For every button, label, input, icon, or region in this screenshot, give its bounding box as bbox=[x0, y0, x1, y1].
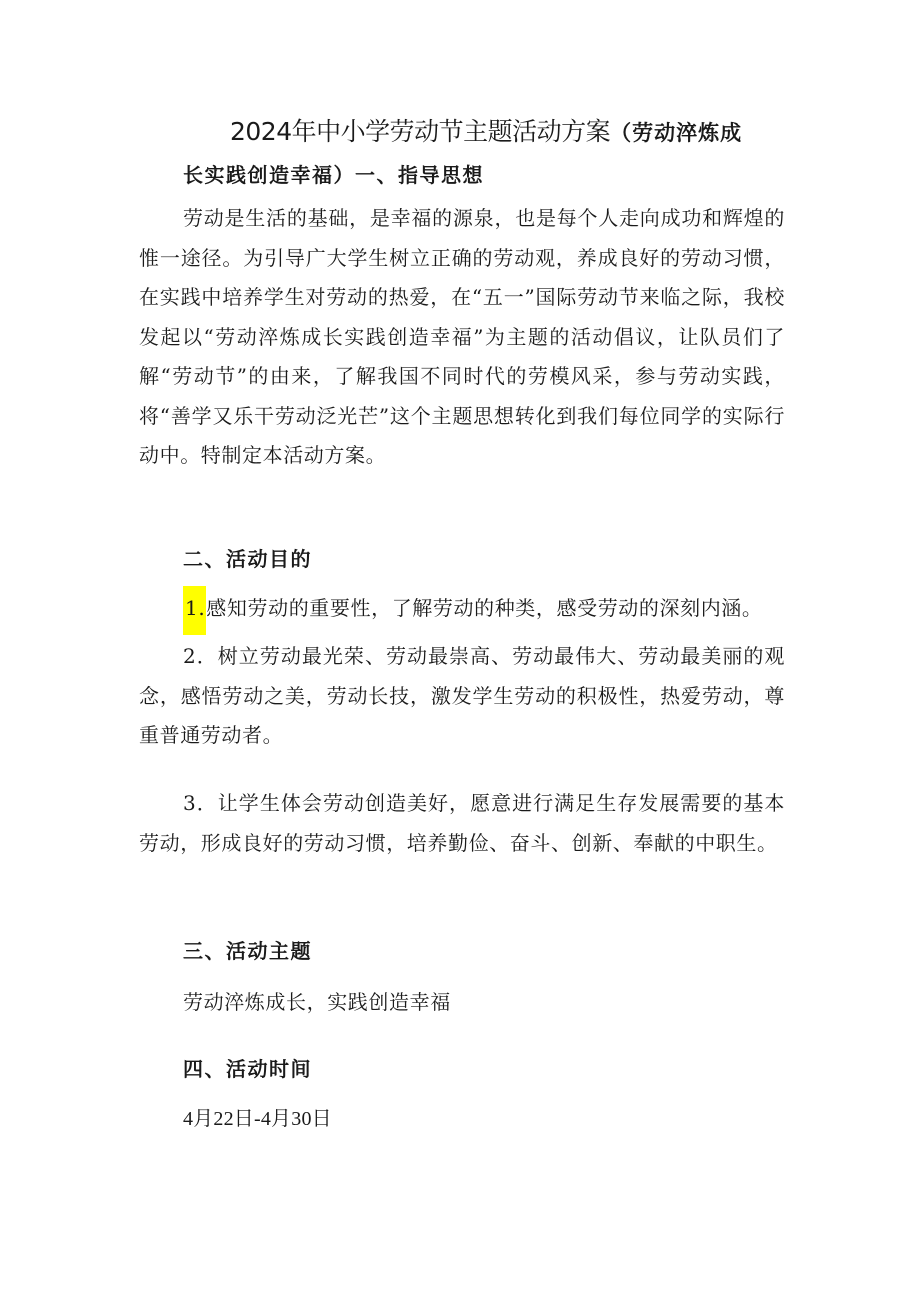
section-heading-time: 四、活动时间 bbox=[183, 1057, 312, 1081]
title-subtitle-part1: （劳动淬炼成 bbox=[610, 120, 743, 145]
purpose-item-3 bbox=[139, 784, 785, 863]
purpose-item-3-number: 3． bbox=[183, 791, 218, 815]
section-heading-theme: 三、活动主题 bbox=[183, 939, 312, 963]
purpose-item-2 bbox=[139, 637, 785, 756]
section-heading-guiding-thought: 一、指导思想 bbox=[355, 163, 484, 187]
activity-time-text: 4月22日-4月30日 bbox=[183, 1108, 332, 1130]
highlighted-number: 1. bbox=[183, 586, 206, 635]
title-main: 2024年中小学劳动节主题活动方案 bbox=[230, 117, 611, 146]
document-title bbox=[230, 114, 742, 151]
purpose-item-1 bbox=[139, 586, 785, 635]
theme-text: 劳动淬炼成长，实践创造幸福 bbox=[183, 990, 451, 1014]
purpose-item-1-text: 感知劳动的重要性，了解劳动的种类，感受劳动的深刻内涵。 bbox=[206, 596, 763, 620]
purpose-item-2-number: 2． bbox=[183, 644, 218, 668]
purpose-item-3-text: 让学生体会劳动创造美好，愿意进行满足生存发展需要的基本劳动，形成良好的劳动习惯，培养勤俭、奋斗、创新、奉献的中职生。 bbox=[139, 791, 785, 855]
section-heading-purpose: 二、活动目的 bbox=[183, 547, 312, 571]
title-continuation bbox=[183, 158, 484, 192]
guiding-thought-paragraph: 劳动是生活的基础，是幸福的源泉，也是每个人走向成功和辉煌的惟一途径。为引导广大学生树立正确的劳动观，养成良好的劳动习惯，在实践中培养学生对劳动的热爱，在“五一”国际劳动节来临之际，我校发起以“劳动淬炼成长实践创造幸福”为主题的活动倡议，让队员们了解“劳动节”的由来，了解我国不同时代的劳模风采，参与劳动实践，将“善学又乐干劳动泛光芒”这个主题思想转化到我们每位同学的实际行动中。特制定本活动方案。 bbox=[139, 206, 785, 467]
purpose-item-2-text: 树立劳动最光荣、劳动最崇高、劳动最伟大、劳动最美丽的观念，感悟劳动之美，劳动长技，激发学生劳动的积极性，热爱劳动，尊重普通劳动者。 bbox=[139, 644, 785, 747]
title-subtitle-part2: 长实践创造幸福） bbox=[183, 163, 355, 187]
